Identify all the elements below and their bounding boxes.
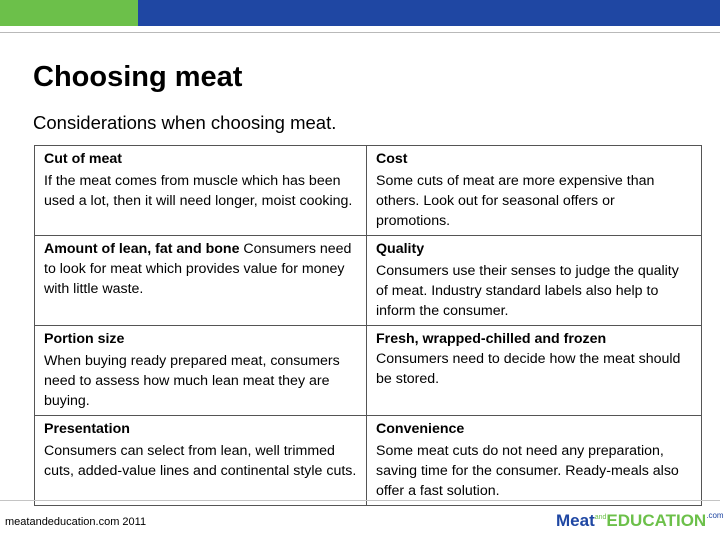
- logo-com-text: .com: [706, 511, 724, 520]
- cell-heading: Amount of lean, fat and bone: [44, 241, 240, 257]
- logo-meat-text: Meat: [556, 511, 595, 530]
- cell-text: Consumers use their senses to judge the quality of meat. Industry standard labels also help to inform the consumer.: [376, 263, 679, 319]
- header-blue-bar: [138, 0, 720, 26]
- cell-heading: Quality: [376, 241, 425, 257]
- cell-text: If the meat comes from muscle which has been used a lot, then it will need longer, moist cooking.: [44, 173, 353, 209]
- cell-heading: Cut of meat: [44, 151, 123, 167]
- cell-text: Consumers need to look for meat which provides value for money with little waste.: [44, 241, 356, 297]
- table-row: [35, 146, 702, 236]
- cell-heading: Convenience: [376, 421, 465, 437]
- table-cell-convenience: [367, 416, 702, 506]
- cell-heading: Cost: [376, 151, 408, 167]
- cell-text: Consumers need to decide how the meat should be stored.: [376, 351, 681, 387]
- table-cell-quality: [367, 236, 702, 326]
- slide-subtitle: Considerations when choosing meat.: [33, 112, 337, 133]
- table-cell-cost: [367, 146, 702, 236]
- table-cell-presentation: [35, 416, 367, 506]
- header-green-bar: [0, 0, 138, 26]
- logo-education-text: EDUCATION: [606, 511, 707, 530]
- table-cell-cut-of-meat: [35, 146, 367, 236]
- table-cell-portion-size: [35, 326, 367, 416]
- table-row: [35, 236, 702, 326]
- cell-heading: Presentation: [44, 421, 130, 437]
- logo-and-text: and: [594, 514, 607, 521]
- slide-title: Choosing meat: [33, 61, 243, 93]
- cell-text: Some meat cuts do not need any preparation, saving time for the consumer. Ready-meals also offer a fast solution.: [376, 443, 679, 499]
- table-cell-amount-of-lean: [35, 236, 367, 326]
- cell-heading: Portion size: [44, 331, 125, 347]
- table-cell-fresh-wrapped-chilled-frozen: [367, 326, 702, 416]
- footer-copyright: meatandeducation.com 2011: [5, 516, 147, 528]
- cell-text: Consumers can select from lean, well trimmed cuts, added-value lines and continental style cuts.: [44, 443, 357, 479]
- table-row: [35, 416, 702, 506]
- cell-text: When buying ready prepared meat, consumers need to assess how much lean meat they are buying.: [44, 353, 340, 409]
- footer-divider: [0, 500, 720, 501]
- header-divider: [0, 32, 720, 33]
- cell-heading: Fresh, wrapped-chilled and frozen: [376, 331, 607, 347]
- table-row: [35, 326, 702, 416]
- cell-text: Some cuts of meat are more expensive than others. Look out for seasonal offers or promotions.: [376, 173, 655, 229]
- meat-and-education-logo: [556, 511, 724, 531]
- considerations-table: [34, 145, 702, 506]
